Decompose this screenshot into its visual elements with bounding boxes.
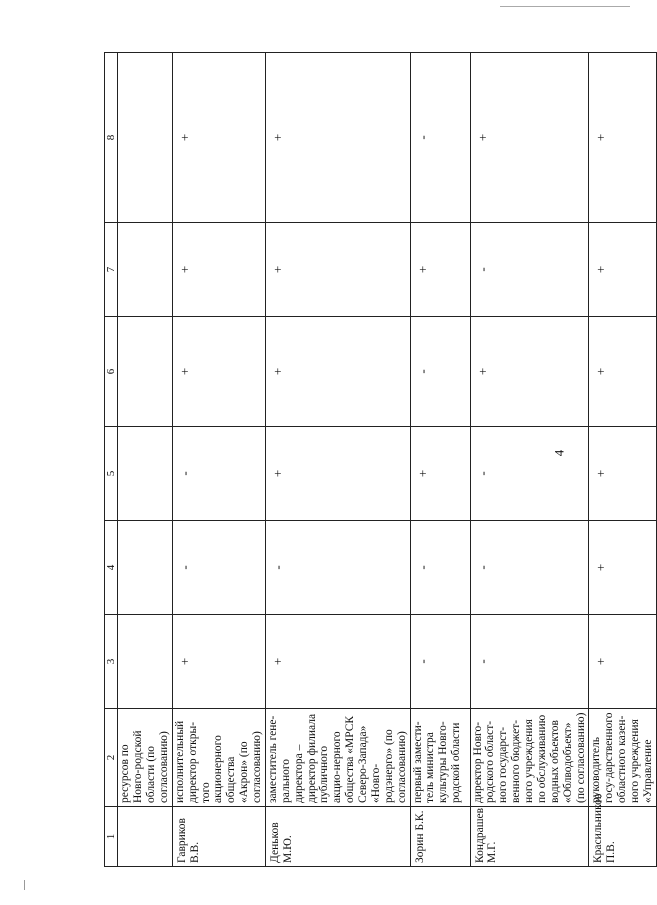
member-position: исполнительный директор откры-того акционерного общества «Акрон» (по согласованию) bbox=[172, 709, 265, 807]
participation-mark bbox=[118, 427, 173, 521]
participation-mark: + bbox=[172, 223, 265, 317]
corner-line bbox=[500, 6, 630, 7]
table-row bbox=[470, 53, 589, 867]
column-header: 5 bbox=[105, 427, 118, 521]
rotated-table-container bbox=[104, 53, 654, 867]
column-header: 2 bbox=[105, 709, 118, 807]
participation-mark: + bbox=[410, 427, 470, 521]
table-row bbox=[410, 53, 470, 867]
participation-mark: - bbox=[470, 521, 589, 615]
members-table bbox=[104, 52, 657, 867]
participation-mark: - bbox=[410, 615, 470, 709]
table-row bbox=[589, 53, 656, 867]
participation-mark: + bbox=[172, 53, 265, 223]
participation-mark: + bbox=[265, 427, 410, 521]
column-header: 3 bbox=[105, 615, 118, 709]
member-position: ресурсов по Новго-родской области (по согласованию) bbox=[118, 709, 173, 807]
table-row bbox=[172, 53, 265, 867]
participation-mark: + bbox=[589, 53, 656, 223]
member-position: первый замести-тель министра культуры Новго-родской области bbox=[410, 709, 470, 807]
participation-mark: - bbox=[470, 223, 589, 317]
member-name: Зорин Б.К. bbox=[410, 807, 470, 867]
participation-mark bbox=[118, 223, 173, 317]
participation-mark: - bbox=[470, 427, 589, 521]
table-row bbox=[265, 53, 410, 867]
participation-mark: - bbox=[265, 521, 410, 615]
participation-mark bbox=[118, 521, 173, 615]
participation-mark bbox=[118, 53, 173, 223]
participation-mark: + bbox=[589, 521, 656, 615]
participation-mark: - bbox=[410, 53, 470, 223]
participation-mark: - bbox=[172, 427, 265, 521]
participation-mark: + bbox=[589, 427, 656, 521]
member-position: директор Новго-родского област-ного государст-венного бюджет-ного учреждения по обслуживанию водных объектов «Облводобъект» (по согласованию) bbox=[470, 709, 589, 807]
participation-mark: - bbox=[410, 317, 470, 427]
table-row bbox=[118, 53, 173, 867]
member-position: руководитель госу-дарственного областного казен-ного учреждения «Управление bbox=[589, 709, 656, 807]
column-header: 8 bbox=[105, 53, 118, 223]
participation-mark: + bbox=[589, 615, 656, 709]
member-position: заместитель гене-рального директора – директор филиала публичного акцио-нерного общества «МРСК Северо-Запада» «Новго-родэнерго» (по согласованию) bbox=[265, 709, 410, 807]
margin-mark bbox=[24, 880, 30, 890]
participation-mark: + bbox=[470, 53, 589, 223]
participation-mark: + bbox=[410, 223, 470, 317]
participation-mark: + bbox=[265, 53, 410, 223]
participation-mark: - bbox=[410, 521, 470, 615]
column-header: 6 bbox=[105, 317, 118, 427]
participation-mark: + bbox=[172, 317, 265, 427]
member-name: Кондрашев М.Г. bbox=[470, 807, 589, 867]
participation-mark: + bbox=[265, 615, 410, 709]
column-number-row bbox=[105, 53, 118, 867]
participation-mark: + bbox=[172, 615, 265, 709]
member-name: Деньков М.Ю. bbox=[265, 807, 410, 867]
column-header: 7 bbox=[105, 223, 118, 317]
participation-mark: + bbox=[470, 317, 589, 427]
member-name: Красильников П.В. bbox=[589, 807, 656, 867]
participation-mark: - bbox=[172, 521, 265, 615]
participation-mark: - bbox=[470, 615, 589, 709]
page-number: 4 bbox=[551, 449, 567, 457]
participation-mark: + bbox=[265, 317, 410, 427]
member-name bbox=[118, 807, 173, 867]
participation-mark bbox=[118, 317, 173, 427]
column-header: 4 bbox=[105, 521, 118, 615]
member-name: Гавриков В.В. bbox=[172, 807, 265, 867]
participation-mark: + bbox=[265, 223, 410, 317]
participation-mark bbox=[118, 615, 173, 709]
participation-mark: + bbox=[589, 223, 656, 317]
column-header: 1 bbox=[105, 807, 118, 867]
participation-mark: + bbox=[589, 317, 656, 427]
